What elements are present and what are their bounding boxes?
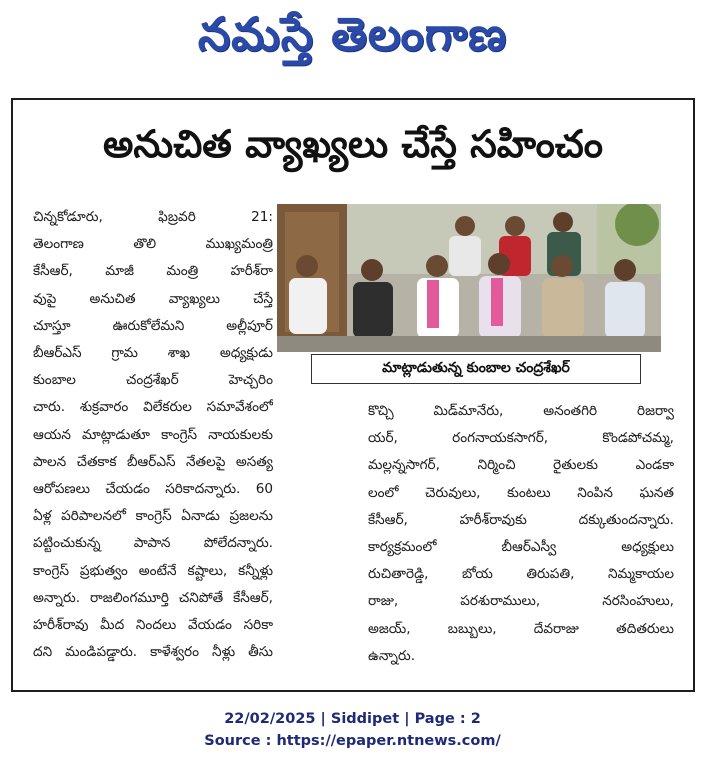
- article-text-line: చిన్నకోడూరు, ఫిబ్రవరి 21:: [33, 209, 273, 225]
- article-text-line: యర్, రంగనాయకసాగర్, కొండపోచమ్మ,: [368, 430, 674, 447]
- article-text-line: లంలో చెరువులు, కుంటలు నింపిన ఘనత: [368, 484, 674, 501]
- article-text-line: మల్లన్నసాగర్, నిర్మించి రైతులకు ఎండకా: [368, 457, 674, 474]
- publication-info: 22/02/2025 | Siddipet | Page : 2: [224, 711, 481, 727]
- article-text-line: తెలంగాణ తొలి ముఖ్యమంత్రి: [33, 236, 273, 253]
- article-text-line: కార్యక్రమంలో బీఆర్‌ఎస్వీ అధ్యక్షులు: [368, 539, 674, 556]
- article-headline: అనుచిత వ్యాఖ్యలు చేస్తే సహించం: [102, 122, 604, 166]
- news-clipping: [11, 98, 695, 692]
- article-text-line: దని మండిపడ్డారు. కాళేశ్వరం నీళ్లు తీసు: [33, 644, 273, 661]
- article-text-line: కేసీఆర్, మాజీ మంత్రి హరీశ్‌రా: [33, 263, 273, 280]
- article-text-line: ఆరోపణలు చేయడం సరికాదన్నారు. 60: [33, 481, 273, 498]
- source-link: Source : https://epaper.ntnews.com/: [204, 733, 501, 749]
- article-text-line: పాలన చేతకాక బీఆర్‌ఎస్ నేతలపై అసత్య: [33, 453, 273, 470]
- article-text-line: పట్టించుకున్న పాపాన పోలేదన్నారు.: [33, 535, 273, 552]
- article-column-left: [33, 204, 273, 666]
- article-text-line: అన్నారు. రాజలింగమూర్తి చనిపోతే కేసీఆర్,: [33, 589, 273, 606]
- article-text-line: చూస్తూ ఊరుకోలేమని అల్లీపూర్: [33, 317, 273, 334]
- article-photo: [277, 204, 661, 352]
- article-text-line: చారు. శుక్రవారం విలేకరుల సమావేశంలో: [33, 399, 273, 416]
- footer: [0, 708, 705, 752]
- article-text-line: కాంగ్రెస్ ప్రభుత్వం అంటేనే కష్టాలు, కన్నీళ్లు: [33, 562, 273, 579]
- article-column-right: [368, 398, 674, 670]
- article-text-line: కేసీఆర్, హరీశ్‌రావుకు దక్కుతుందన్నారు.: [368, 511, 674, 528]
- article-text-line: రాజు, పరశురాములు, నరసింహులు,: [368, 593, 674, 610]
- article-text-line: ఏళ్ల పరిపాలనలో కాంగ్రెస్ ఏనాడు ప్రజలను: [33, 508, 273, 525]
- article-text-line: అజయ్, బబ్బులు, దేవరాజు తదితరులు: [368, 620, 674, 637]
- article-text-line: రుచితారెడ్డి, బోయ తిరుపతి, నిమ్మకాయల: [368, 566, 674, 583]
- article-text-line: బీఆర్‌ఎస్ గ్రామ శాఖ అధ్యక్షుడు: [33, 345, 273, 362]
- newspaper-logo: నమస్తే తెలంగాణ: [197, 7, 508, 61]
- photo-caption: మాట్లాడుతున్న కుంబాల చంద్రశేఖర్: [311, 354, 641, 384]
- article-text-line: ఉన్నారు.: [368, 647, 416, 664]
- article-text-line: హరీశ్‌రావు మీద నిందలు వేయడం సరికా: [33, 617, 273, 634]
- group-photo-image: [277, 204, 661, 352]
- article-text-line: కుంబాల చంద్రశేఖర్ హెచ్చరిం: [33, 372, 273, 389]
- article-text-line: కొచ్చి మిడ్‌మానేరు, అనంతగిరి రిజర్వా: [368, 403, 674, 419]
- article-text-line: వుపై అనుచిత వ్యాఖ్యలు చేస్తే: [33, 290, 273, 307]
- article-text-line: ఆయన మాట్లాడుతూ కాంగ్రెస్ నాయకులకు: [33, 426, 273, 443]
- masthead: [0, 0, 705, 80]
